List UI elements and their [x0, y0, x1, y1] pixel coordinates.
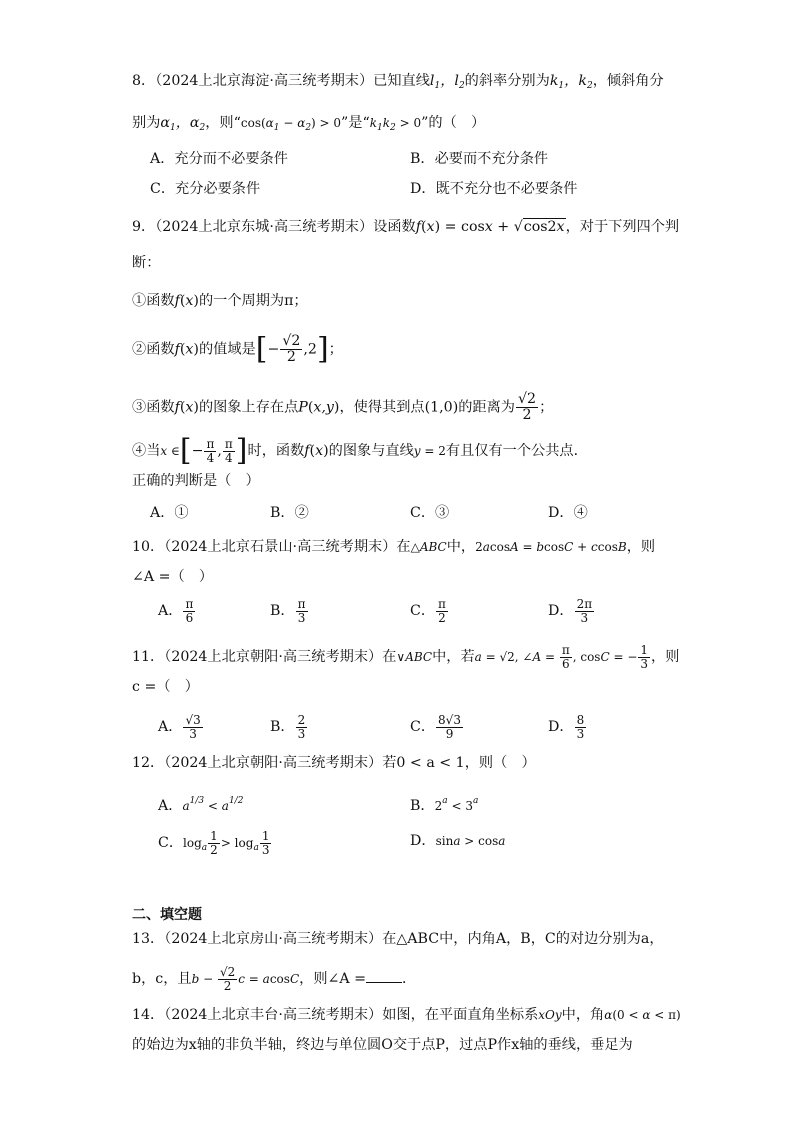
q11-option-a: A． $\frac{√3}{3}$ — [158, 713, 201, 741]
q14-line2: 的始边为x轴的非负半轴，终边与单位圆O交于点P，过点P作x轴的垂线，垂足为 — [132, 1037, 633, 1053]
q9-option-b: B．② — [270, 505, 309, 521]
q9-statement-3: ③函数f(x)的图象上存在点P(x,y)，使得其到点(1,0)的距离为 $\frac{√2}{2}$ ； — [132, 391, 554, 423]
section-heading-fill-in: 二、填空题 — [132, 907, 202, 923]
q13-line2: b，c，且b − $\frac{√2}{2}$ c = acosC，则∠A = ． — [132, 965, 417, 993]
q11-option-d: D． $\frac{8}{3}$ — [548, 713, 585, 741]
q13-answer-blank[interactable] — [366, 968, 402, 983]
q8-option-d: D．既不充分也不必要条件 — [410, 181, 578, 197]
q10-option-b: B． $\frac{\pi}{3}$ — [270, 597, 306, 625]
q8-line2: 别为$\alpha_1$，$\alpha_2$，则“$\cos(\alpha_1 - \alpha_2) > 0$”是“$k_1k_2 > 0$”的（ ） — [132, 115, 486, 133]
q12-line1: 12．（2024上北京朝阳·高三统考期末）若0 < a < 1，则（ ） — [132, 755, 536, 771]
q9-statement-4: ④当x ∈[− $\frac{\pi}{4}$ , $\frac{\pi}{4}$ ]时，函数f(x)的图象与直线y = 2有且仅有一个公共点． — [132, 433, 588, 468]
q13-line1: 13．（2024上北京房山·高三统考期末）在△ABC中，内角A，B，C的对边分别为a， — [132, 931, 664, 947]
q8-option-a: A．充分而不必要条件 — [150, 151, 288, 167]
q11-option-b: B． $\frac{2}{3}$ — [270, 713, 306, 741]
q9-statement-1: ①函数f(x)的一个周期为π； — [132, 293, 308, 309]
q12-option-c: C．$\log_a$ $\frac{1}{2}$ > $\log_a$ $\frac{1}{3}$ — [158, 829, 270, 857]
q10-option-a: A． $\frac{\pi}{6}$ — [158, 597, 194, 625]
q9-option-c: C．③ — [410, 505, 450, 521]
q10-option-c: C． $\frac{\pi}{2}$ — [410, 597, 446, 625]
q9-option-d: D．④ — [548, 505, 588, 521]
q9-statement-2: ②函数f(x)的值域是[− $\frac{√2}{2}$ ,2]； — [132, 331, 343, 367]
q11-line2: c =（ ） — [132, 679, 199, 695]
q10-line2: ∠A =（ ） — [132, 569, 214, 585]
q9-line2: 断： — [132, 255, 161, 271]
q11-option-c: C． $\frac{8√3}{9}$ — [410, 713, 461, 741]
q9-line1: 9．（2024上北京东城·高三统考期末）设函数f(x) = cosx + √cos2x，对于下列四个判 — [132, 219, 680, 235]
q8-option-c: C．充分必要条件 — [150, 181, 261, 197]
q8-option-b: B．必要而不充分条件 — [410, 151, 549, 167]
q12-option-a: A．$a^{1/3} < a^{1/2}$ — [158, 796, 244, 814]
q8-line1: 8．（2024上北京海淀·高三统考期末）已知直线$l_1$，$l_2$的斜率分别为$k_1$，$k_2$，倾斜角分 — [132, 73, 664, 91]
q10-option-d: D． $\frac{2\pi}{3}$ — [548, 597, 593, 625]
q10-a-num: π — [185, 597, 194, 611]
q11-line1: 11．（2024上北京朝阳·高三统考期末）在∨ABC中，若a = √2, ∠A = $\frac{\pi}{6}$ , cosC = − $\frac{1}{3}$ ，则 — [132, 643, 680, 671]
q12-option-d: D．sina > cosa — [410, 833, 506, 849]
q9-ask: 正确的判断是（ ） — [132, 473, 260, 489]
q10-line1: 10．（2024上北京石景山·高三统考期末）在△ABC中，2acosA = bcosC + ccosB，则 — [132, 539, 656, 555]
q14-line1: 14．（2024上北京丰台·高三统考期末）如图，在平面直角坐标系xOy中，角α(0 < α < π) — [132, 1007, 681, 1023]
q9-option-a: A．① — [150, 505, 189, 521]
q12-option-b: B．$2^a < 3^a$ — [410, 796, 479, 814]
